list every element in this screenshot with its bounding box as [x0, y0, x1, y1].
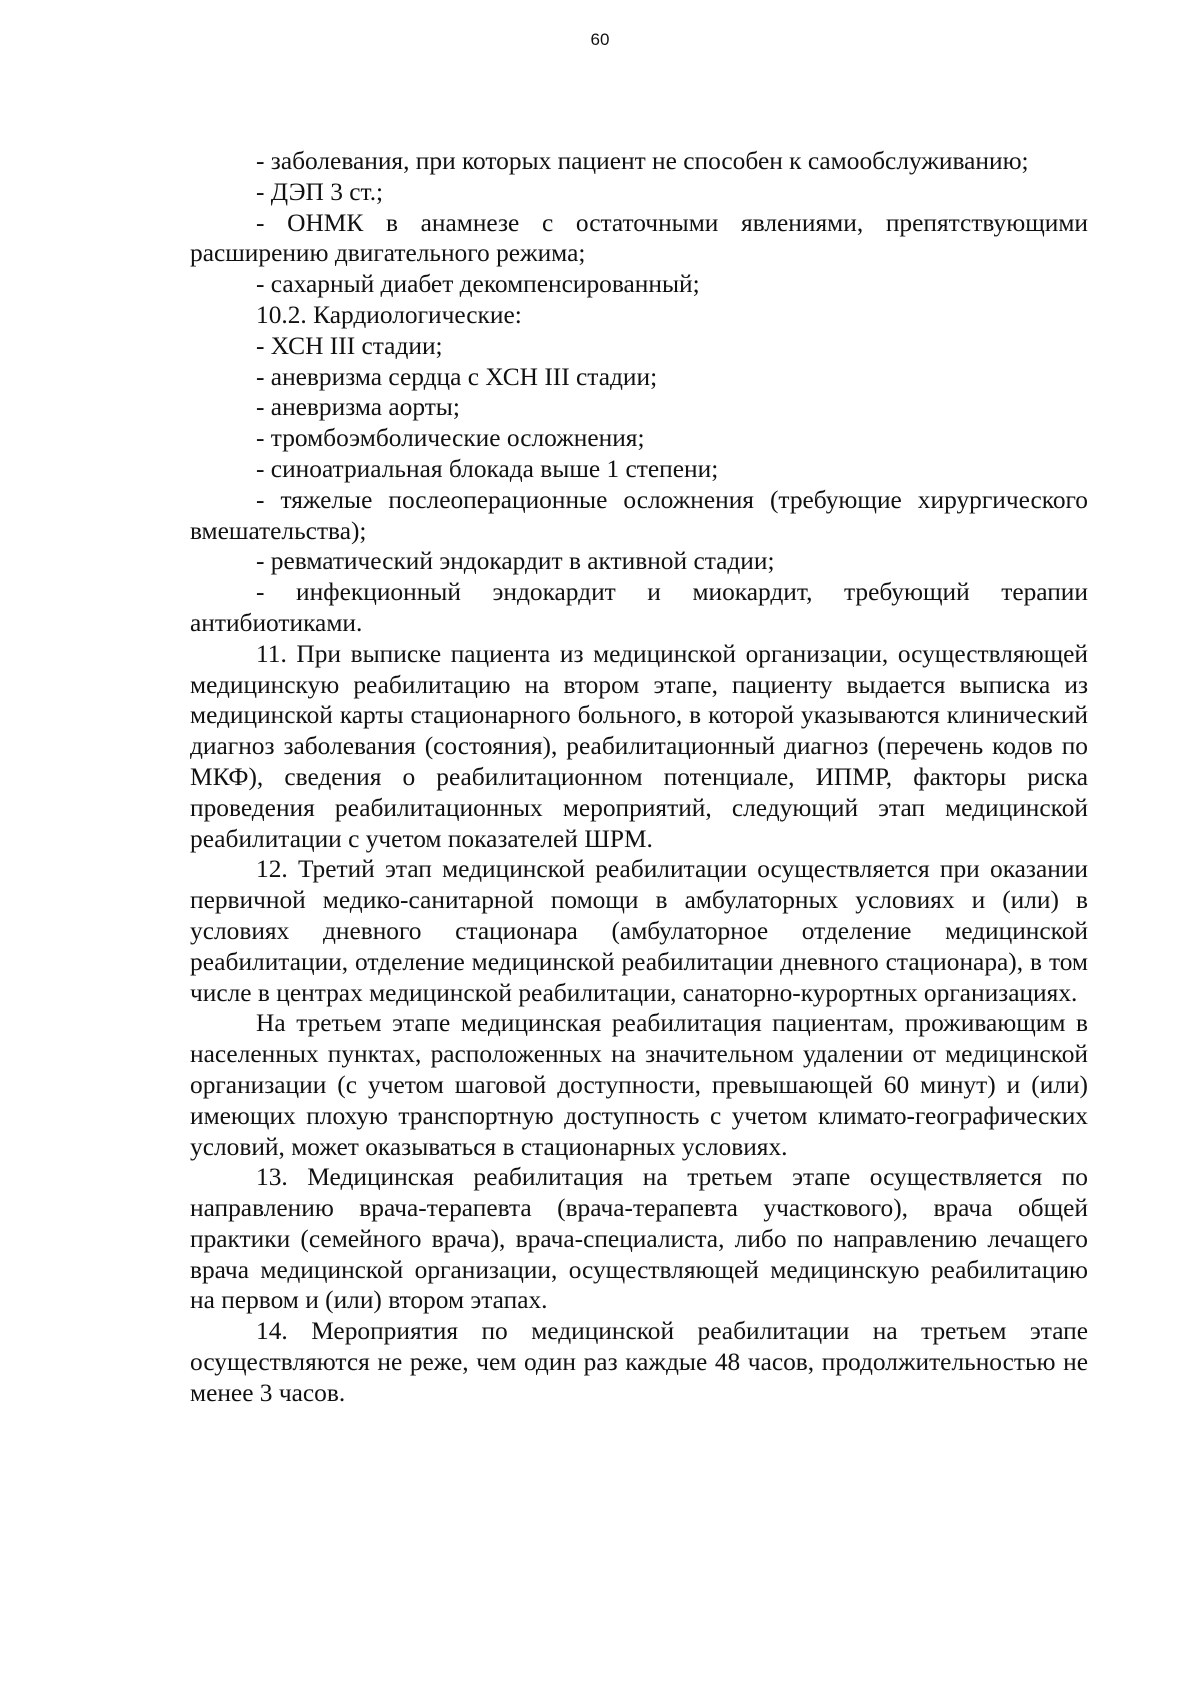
list-item: - ревматический эндокардит в активной стадии; — [256, 547, 775, 576]
page-number: 60 — [590, 30, 610, 49]
list-item: - тяжелые послеоперационные осложнения (требующие хирургического вмешательства); — [190, 485, 1088, 545]
document-body — [190, 146, 1088, 1409]
list-item: - ДЭП 3 ст.; — [256, 177, 384, 206]
list-item: - инфекционный эндокардит и миокардит, требующий терапии антибиотиками. — [190, 578, 1088, 637]
clause-13: 13. Медицинская реабилитация на третьем этапе осуществляется по направлению врача-терапевта (врача-терапевта участкового), врача общей практики (семейного врача), врача-специалиста, либо по направлению лечащего врача медицинской организации, осуществляющей медицинскую реабилитацию на первом и (или) втором этапах. — [190, 1163, 1088, 1315]
clause-11: 11. При выписке пациента из медицинской организации, осуществляющей медицинскую реабилитацию на втором этапе, пациенту выдается выписка из медицинской карты стационарного больного, в которой указываются клинический диагноз заболевания (состояния), реабилитационный диагноз (перечень кодов по МКФ), сведения о реабилитационном потенциале, ИПМР, факторы риска проведения реабилитационных мероприятий, следующий этап медицинской реабилитации с учетом показателей ШРМ. — [190, 639, 1088, 853]
list-item: - заболевания, при которых пациент не способен к самообслуживанию; — [256, 147, 1029, 175]
clause-14: 14. Мероприятия по медицинской реабилитации на третьем этапе осуществляются не реже, чем один раз каждые 48 часов, продолжительностью не менее 3 часов. — [190, 1317, 1088, 1407]
clause-12-paragraph: На третьем этапе медицинская реабилитация пациентам, проживающим в населенных пунктах, расположенных на значительном удалении от медицинской организации (с учетом шаговой доступности, превышающей 60 минут) и (или) имеющих плохую транспортную доступность с учетом климато-географических условий, может оказываться в стационарных условиях. — [190, 1009, 1088, 1161]
list-item: - синоатриальная блокада выше 1 степени; — [256, 454, 719, 483]
list-item: - ХСН III стадии; — [256, 331, 443, 360]
clause-12: 12. Третий этап медицинской реабилитации осуществляется при оказании первичной медико-санитарной помощи в амбулаторных условиях и (или) в условиях дневного стационара (амбулаторное отделение медицинской реабилитации, отделение медицинской реабилитации дневного стационара), в том числе в центрах медицинской реабилитации, санаторно-курортных организациях. — [190, 855, 1088, 1007]
list-item: - аневризма аорты; — [256, 393, 460, 422]
list-item: - сахарный диабет декомпенсированный; — [256, 270, 700, 299]
subsection-heading: 10.2. Кардиологические: — [256, 300, 522, 329]
list-item: - аневризма сердца с ХСН III стадии; — [256, 362, 658, 391]
list-item: - ОНМК в анамнезе с остаточными явлениями, препятствующими расширению двигательного режима; — [190, 208, 1088, 268]
list-item: - тромбоэмболические осложнения; — [256, 424, 645, 453]
